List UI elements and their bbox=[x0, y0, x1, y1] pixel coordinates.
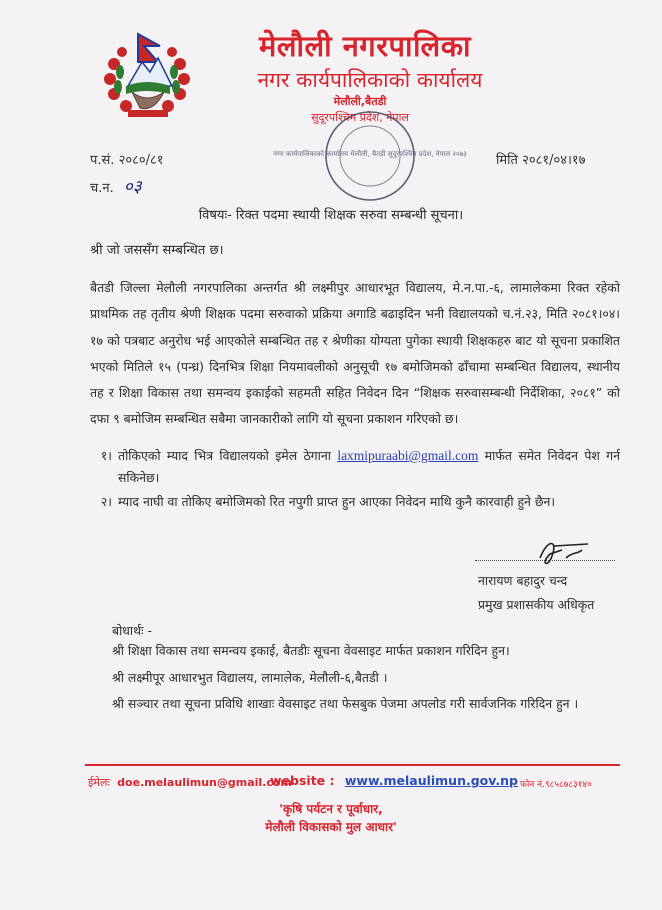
fiscal-year-value: २०८०/८१ bbox=[118, 153, 164, 168]
footer-email bbox=[88, 775, 292, 790]
signatory-title: प्रमुख प्रशासकीय अधिकृत bbox=[478, 597, 595, 612]
letter-date bbox=[496, 150, 585, 168]
footer-divider bbox=[85, 764, 620, 766]
cc-item: श्री सञ्चार तथा सूचना प्रविधि शाखाः वेवसाइट तथा फेसबुक पेजमा अपलोड गरी सार्वजनिक गरिदिन हुन । bbox=[112, 696, 579, 711]
office-seal-stamp bbox=[273, 108, 467, 204]
list-item-text: म्याद नाघी वा तोकिए बमोजिमको रित नपुगी प्राप्त हुन आएका निवेदन माथि कुनै कारवाही हुने छैन। bbox=[118, 494, 556, 509]
footer-email-label: ईमेलः bbox=[88, 776, 110, 789]
letter-subject: विषयः- रिक्त पदमा स्थायी शिक्षक सरुवा सम्बन्धी सूचना। bbox=[198, 208, 464, 223]
footer-website bbox=[270, 773, 518, 788]
footer-slogan-line1: 'कृषि पर्यटन र पूर्वाधार, bbox=[279, 802, 383, 816]
instruction-list bbox=[90, 445, 620, 515]
nepal-emblem-icon bbox=[92, 24, 202, 120]
signature-line bbox=[475, 560, 615, 561]
footer-website-link[interactable]: www.melaulimun.gov.np bbox=[344, 773, 518, 788]
list-item-number: २। bbox=[100, 494, 112, 509]
seal-text: नगर कार्यपालिकाको कार्यालय मेलौली, बैतडी सुदूरपश्चिम प्रदेश, नेपाल २०७३ bbox=[273, 150, 467, 158]
cc-item: श्री लक्ष्मीपूर आधारभुत विद्यालय, लामालेक, मेलौली-६,बैतडी । bbox=[112, 669, 388, 685]
office-province: सुदूरपश्चिम प्रदेश, नेपाल bbox=[311, 111, 409, 124]
footer-website-label: website : bbox=[270, 773, 335, 788]
list-item bbox=[90, 491, 620, 513]
date-label: मिति bbox=[496, 153, 518, 168]
footer-slogan-line2: मेलौली विकासको मुल आधार' bbox=[265, 820, 397, 834]
salutation: श्री जो जससँग सम्बन्धित छ। bbox=[90, 243, 224, 258]
list-item-text bbox=[118, 445, 620, 489]
dispatch-number bbox=[90, 174, 142, 197]
footer-email-value[interactable]: doe.melaulimun@gmail.com bbox=[117, 776, 292, 789]
date-value: २०८१/०४।१७ bbox=[522, 153, 586, 168]
office-name: नगर कार्यपालिकाको कार्यालय bbox=[257, 68, 483, 92]
cc-list bbox=[112, 638, 624, 718]
reference-number bbox=[90, 150, 164, 168]
instruction-text-before: तोकिएको म्याद भित्र विद्यालयको इमेल ठेगाना bbox=[118, 448, 331, 463]
cc-item: श्री शिक्षा विकास तथा समन्वय इकाई, बैतडीः सूचना वेवसाइट मार्फत प्रकाशन गरिदिन हुन। bbox=[112, 643, 510, 658]
dispatch-label: च.न. bbox=[90, 181, 114, 196]
fiscal-year-label: प.सं. bbox=[90, 153, 115, 168]
cc-label: बोधार्थः - bbox=[112, 623, 152, 638]
dispatch-value: ०३ bbox=[123, 177, 142, 197]
list-item-number: १। bbox=[100, 448, 112, 463]
footer-phone: फोन नं.९८५८७८३१४० bbox=[520, 780, 592, 790]
school-email-link[interactable]: laxmipuraabi@gmail.com bbox=[337, 448, 479, 463]
municipality-name: मेलौली नगरपालिका bbox=[258, 29, 471, 63]
notice-body: बैतडी जिल्ला मेलौली नगरपालिका अन्तर्गत श्री लक्ष्मीपुर आधारभूत विद्यालय, मे.न.पा.-६, लामालेकमा रिक्त रहेको प्राथमिक तह तृतीय श्रेणी शिक्षक पदमा सरुवाको प्रक्रिया अगाडि बढाइदिन भनी विद्यालयको च.नं.२३, मिति २०८१।०४।१७ को पत्रबाट अनुरोध भई आएकोले सम्बन्धित तह र श्रेणीका योग्यता पुगेका स्थायी शिक्षकहरु बाट यो सूचना प्रकाशित भएको मितिले १५ (पन्ध्र) दिनभित्र शिक्षा नियमावलीको अनुसूची १७ बमोजिमको ढाँचामा सम्बन्धित विद्यालय, स्थानीय तह र शिक्षा विकास तथा समन्वय इकाईको सहमती सहित निवेदन दिन “शिक्षक सरुवासम्बन्धी निर्देशिका, २०८१” को दफा ९ बमोजिम सम्बन्धित सबैमा जानकारीको लागि यो सूचना प्रकाशन गरिएको छ। bbox=[90, 280, 620, 427]
signatory-name: नारायण बहादुर चन्द bbox=[478, 573, 568, 588]
list-item bbox=[90, 445, 620, 489]
instruction-text-after: मार्फत समेत निवेदन पेश गर्न सकिनेछ। bbox=[118, 448, 620, 485]
office-place: मेलौली,बैतडी bbox=[333, 95, 387, 108]
